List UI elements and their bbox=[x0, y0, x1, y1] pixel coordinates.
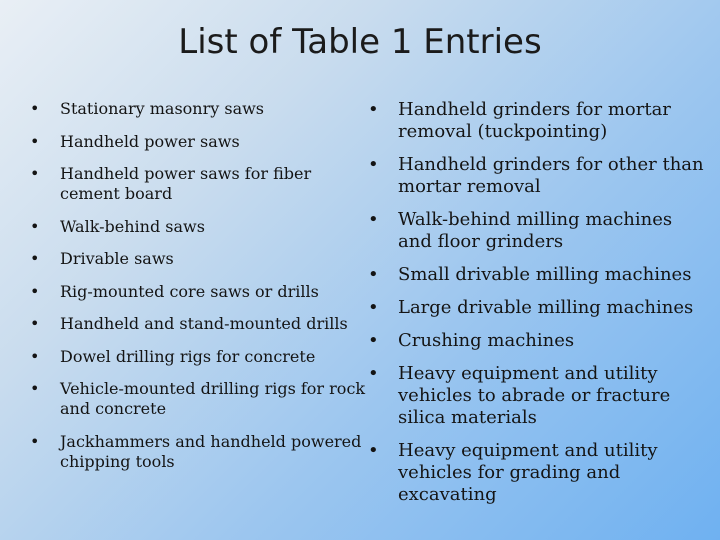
list-item-text: Handheld grinders for other than mortar removal bbox=[398, 154, 704, 197]
bullet-icon: • bbox=[368, 209, 379, 230]
bullet-icon: • bbox=[368, 297, 379, 318]
right-bullet-list bbox=[368, 99, 708, 517]
list-item bbox=[368, 209, 708, 253]
list-item-text: Handheld grinders for mortar removal (tuckpointing) bbox=[398, 99, 671, 142]
bullet-icon: • bbox=[368, 363, 379, 384]
list-item bbox=[30, 379, 370, 419]
bullet-icon: • bbox=[30, 164, 40, 183]
list-item-text: Handheld power saws bbox=[60, 131, 240, 151]
bullet-icon: • bbox=[30, 249, 40, 268]
list-item bbox=[30, 249, 370, 269]
list-item-text: Stationary masonry saws bbox=[60, 99, 265, 118]
bullet-icon: • bbox=[30, 431, 40, 451]
bullet-icon: • bbox=[30, 281, 40, 301]
list-item bbox=[368, 99, 708, 143]
list-item-text: Large drivable milling machines bbox=[398, 297, 694, 318]
bullet-icon: • bbox=[30, 379, 40, 398]
list-item-text: Walk-behind milling machines and floor grinders bbox=[398, 209, 673, 252]
bullet-icon: • bbox=[368, 154, 379, 175]
bullet-icon: • bbox=[368, 440, 379, 461]
bullet-icon: • bbox=[30, 216, 40, 236]
bullet-icon: • bbox=[30, 99, 40, 118]
list-item-text: Rig-mounted core saws or drills bbox=[60, 281, 319, 301]
bullet-icon: • bbox=[368, 330, 379, 351]
list-item-text: Heavy equipment and utility vehicles to abrade or fracture silica materials bbox=[398, 363, 671, 428]
list-item-text: Handheld and stand-mounted drills bbox=[60, 314, 348, 333]
list-item-text: Heavy equipment and utility vehicles for grading and excavating bbox=[398, 440, 658, 505]
list-item bbox=[368, 330, 708, 352]
list-item bbox=[30, 99, 370, 119]
bullet-icon: • bbox=[368, 264, 379, 285]
list-item-text: Small drivable milling machines bbox=[398, 264, 692, 285]
list-item bbox=[30, 217, 370, 237]
list-item bbox=[368, 297, 708, 319]
list-item-text: Walk-behind saws bbox=[60, 216, 205, 236]
list-item bbox=[368, 154, 708, 198]
list-item bbox=[30, 132, 370, 152]
list-item-text: Crushing machines bbox=[398, 330, 575, 351]
list-item-text: Vehicle-mounted drilling rigs for rock and concrete bbox=[60, 379, 366, 418]
bullet-icon: • bbox=[30, 314, 40, 333]
list-item-text: Dowel drilling rigs for concrete bbox=[60, 346, 316, 366]
list-item bbox=[30, 314, 370, 334]
list-item bbox=[368, 363, 708, 429]
list-item bbox=[368, 440, 708, 506]
list-item-text: Handheld power saws for fiber cement board bbox=[60, 164, 312, 203]
list-item bbox=[30, 282, 370, 302]
left-bullet-list bbox=[30, 99, 370, 484]
bullet-icon: • bbox=[368, 99, 379, 120]
list-item bbox=[368, 264, 708, 286]
bullet-icon: • bbox=[30, 131, 40, 151]
list-item-text: Jackhammers and handheld powered chipping tools bbox=[60, 431, 362, 471]
slide-title: List of Table 1 Entries bbox=[178, 22, 542, 62]
list-item-text: Drivable saws bbox=[60, 249, 174, 268]
bullet-icon: • bbox=[30, 346, 40, 366]
list-item bbox=[30, 164, 370, 204]
list-item bbox=[30, 432, 370, 472]
list-item bbox=[30, 347, 370, 367]
